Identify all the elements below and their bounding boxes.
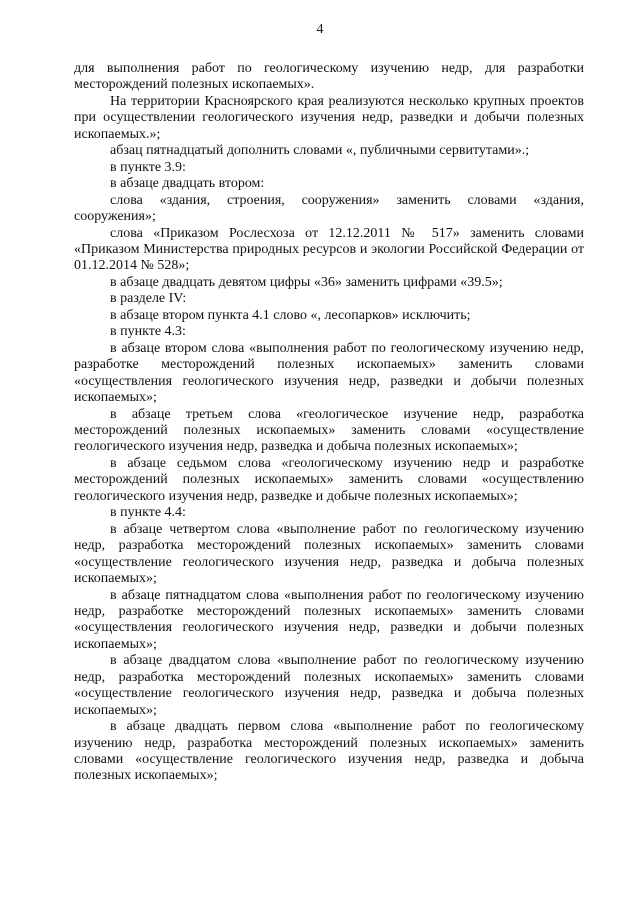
paragraph: в пункте 3.9: — [110, 159, 186, 175]
page-number: 4 — [316, 22, 324, 37]
paragraph: На территории Красноярского края реализуются несколько крупных проектов при осуществлении геологического изучения недр, разведки и добычи полезных ископаемых.»; — [74, 93, 584, 142]
paragraph: в абзаце третьем слова «геологическое изучение недр, разработка месторождений полезных ископаемых» заменить словами «осуществление геологического изучения недр, разведка и добыча полезных ископаемых»; — [74, 406, 584, 455]
paragraph: в пункте 4.4: — [110, 505, 186, 521]
paragraph: в пункте 4.3: — [110, 324, 186, 340]
paragraph: в абзаце двадцать втором: — [110, 176, 265, 192]
paragraph: в абзаце пятнадцатом слова «выполнения работ по геологическому изучению недр, разработке месторождений полезных ископаемых» заменить словами «осуществления геологического изучения недр, разведки и добычи полезных ископаемых»; — [74, 587, 584, 652]
paragraph: в абзаце четвертом слова «выполнение работ по геологическому изучению недр, разработка месторождений полезных ископаемых» заменить словами «осуществление геологического изучения недр, разведка и добыча полезных ископаемых»; — [74, 521, 584, 587]
paragraph: слова «Приказом Рослесхоза от 12.12.2011 № 517» заменить словами «Приказом Министерства природных ресурсов и экологии Российской Федерации от 01.12.2014 № 528»; — [74, 225, 584, 274]
paragraph: для выполнения работ по геологическому изучению недр, для разработки месторождений полезных ископаемых». — [74, 61, 584, 93]
paragraph: в абзаце втором слова «выполнения работ по геологическому изучению недр, разработке месторождений полезных ископаемых» заменить словами «осуществления геологического изучения недр, разведки и добычи полезных ископаемых»; — [74, 340, 584, 406]
paragraph: в абзаце двадцать первом слова «выполнение работ по геологическому изучению недр, разработка месторождений полезных ископаемых» заменить словами «осуществление геологического изучения недр, разведка и добыча полезных ископаемых»; — [74, 719, 584, 784]
paragraph: в абзаце втором пункта 4.1 слово «, лесопарков» исключить; — [110, 307, 471, 323]
paragraph: в абзаце двадцатом слова «выполнение работ по геологическому изучению недр, разработка месторождений полезных ископаемых» заменить словами «осуществление геологического изучения недр, разведка и добыча полезных ископаемых»; — [74, 653, 584, 718]
paragraph: в абзаце седьмом слова «геологическому изучению недр и разработке месторождений полезных ископаемых» заменить словами «осуществлению геологического изучения недр, разведке и добыче полезных ископаемых»; — [74, 455, 584, 504]
paragraph: в разделе IV: — [110, 291, 187, 307]
document-body — [74, 61, 584, 785]
paragraph: слова «здания, строения, сооружения» заменить словами «здания, сооружения»; — [74, 192, 584, 225]
paragraph: в абзаце двадцать девятом цифры «36» заменить цифрами «39.5»; — [110, 274, 503, 290]
paragraph: абзац пятнадцатый дополнить словами «, публичными сервитутами».; — [110, 143, 530, 159]
